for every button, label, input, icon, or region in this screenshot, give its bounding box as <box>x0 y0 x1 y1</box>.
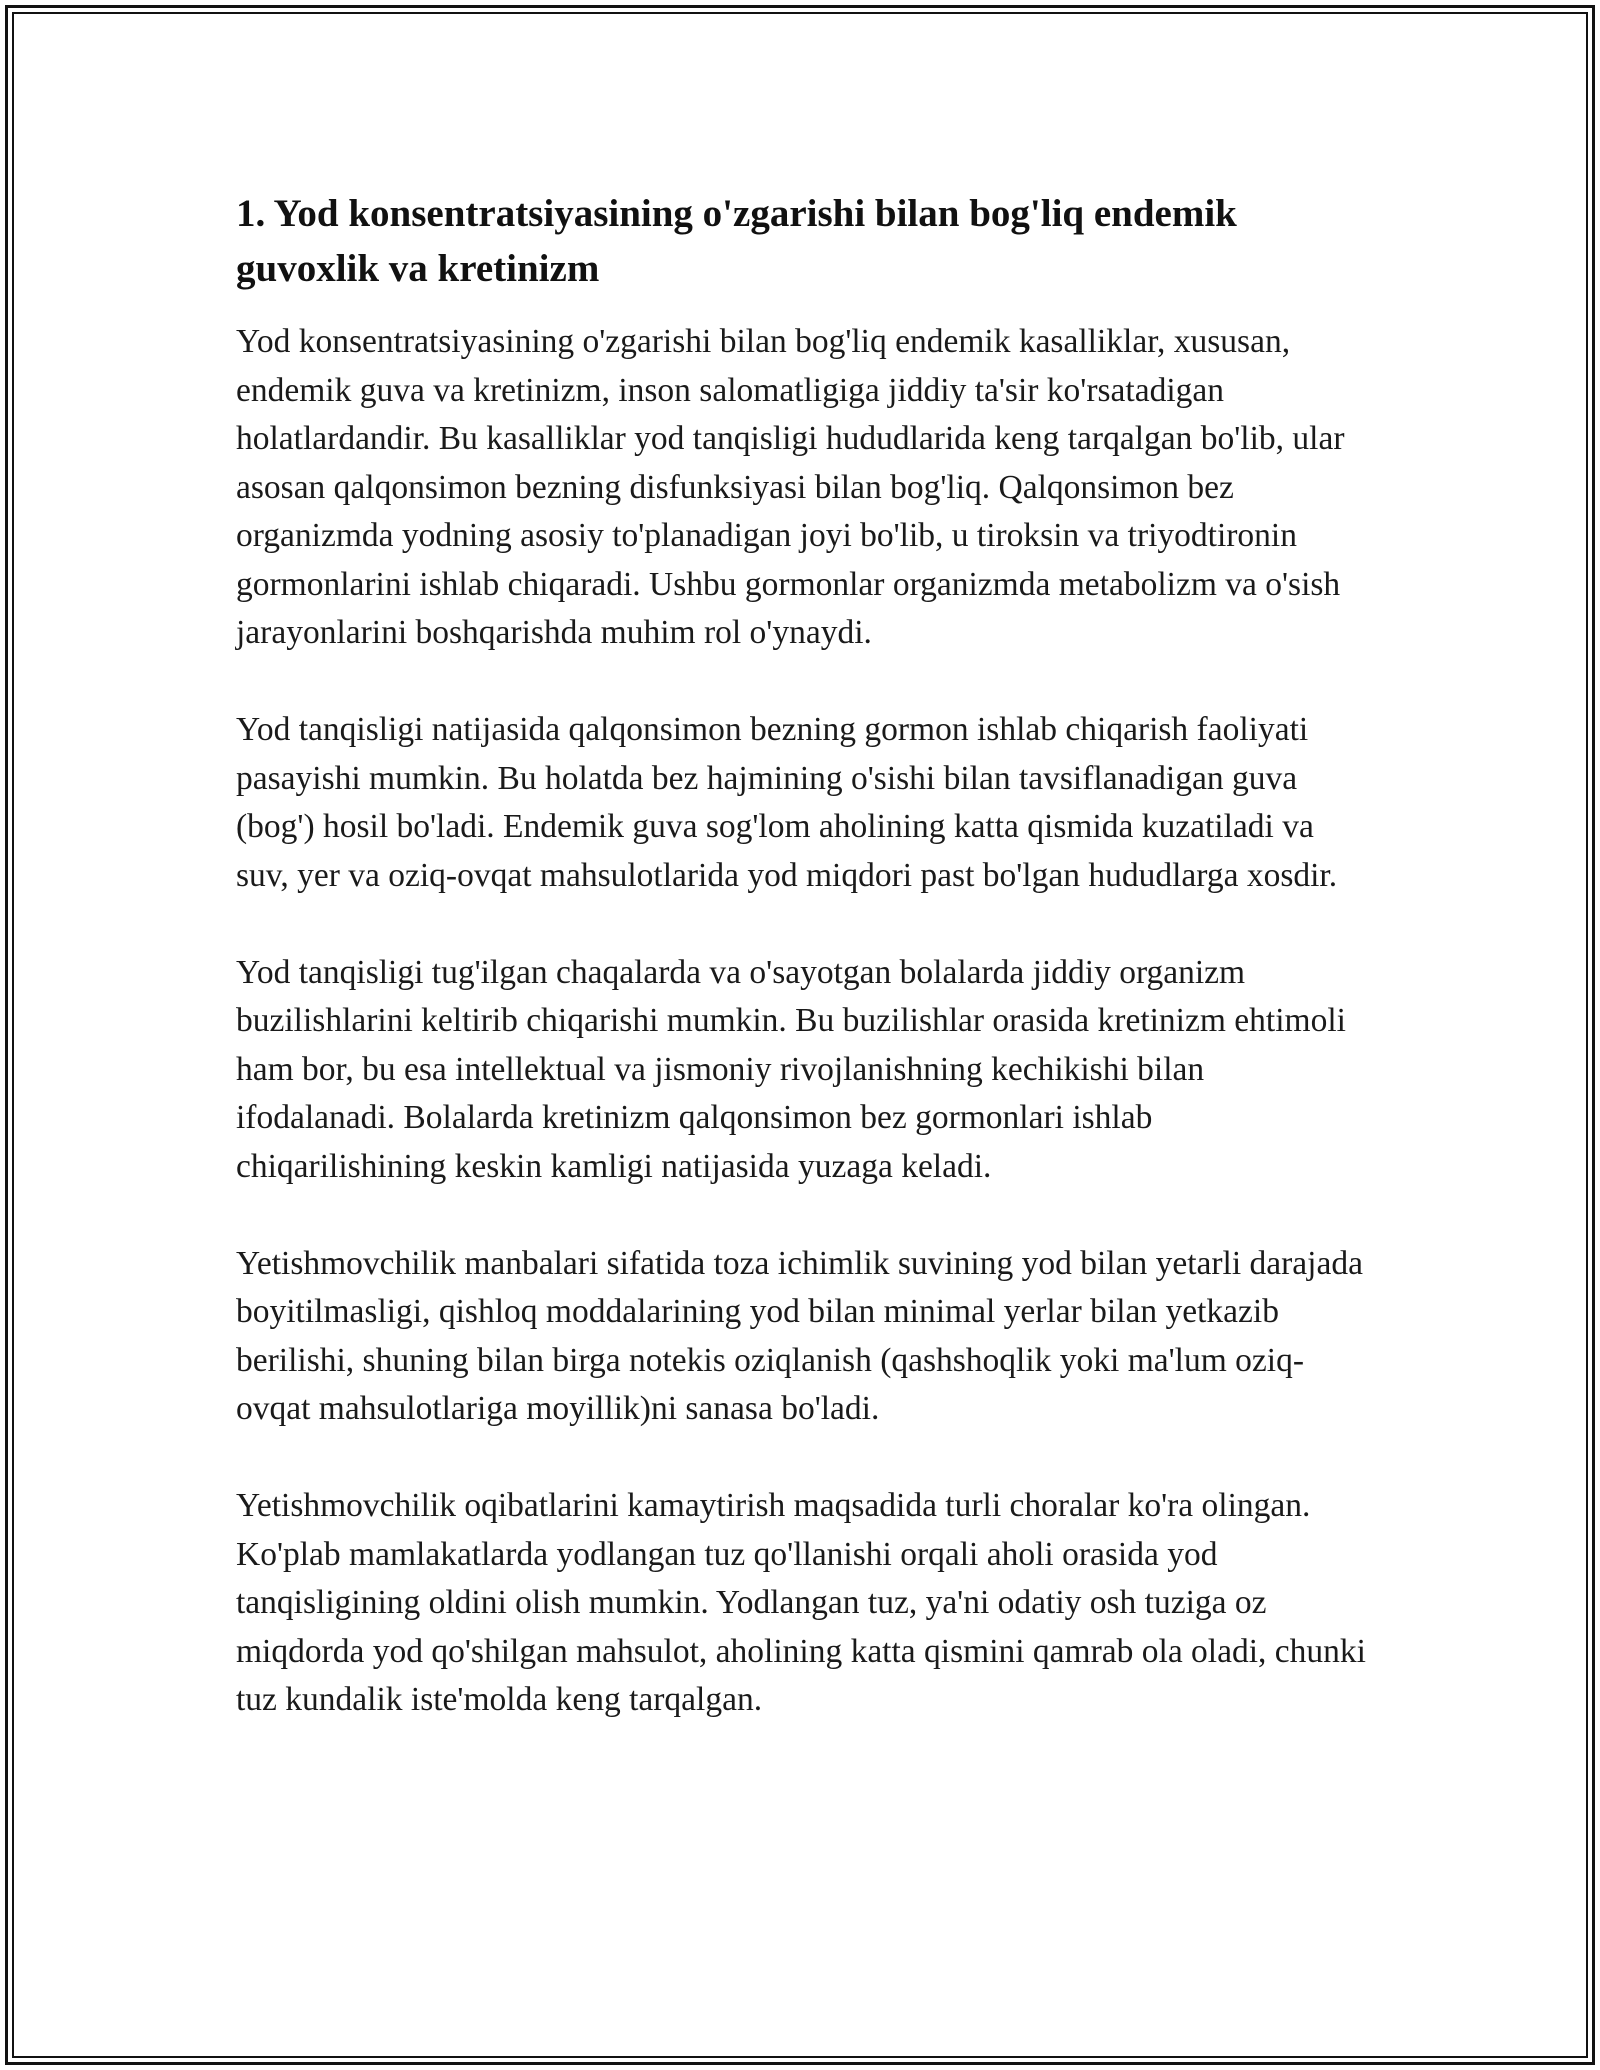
document-body <box>236 186 1366 1725</box>
paragraph-3: Yod tanqisligi tug'ilgan chaqalarda va o'sayotgan bolalarda jiddiy organizm buzilishlarini keltirib chiqarishi mumkin. Bu buzilishlar orasida kretinizm ehtimoli ham bor, bu esa intellektual va jismoniy rivojlanishning kechikishi bilan ifodalanadi. Bolalarda kretinizm qalqonsimon bez gormonlari ishlab chiqarilishining keskin kamligi natijasida yuzaga keladi. <box>236 953 1346 1185</box>
paragraph-1: Yod konsentratsiyasining o'zgarishi bilan bog'liq endemik kasalliklar, xususan, endemik guva va kretinizm, inson salomatligiga jiddiy ta'sir ko'rsatadigan holatlardandir. Bu kasalliklar yod tanqisligi hududlarida keng tarqalgan bo'lib, ular asosan qalqonsimon bezning disfunksiyasi bilan bog'liq. Qalqonsimon bez organizmda yodning asosiy to'planadigan joyi bo'lib, u tiroksin va triyodtironin gormonlarini ishlab chiqaradi. Ushbu gormonlar organizmda metabolizm va o'sish jarayonlarini boshqarishda muhim rol o'ynaydi. <box>236 323 1345 651</box>
section-heading: 1. Yod konsentratsiyasining o'zgarishi bilan bog'liq endemik guvoxlik va kretinizm <box>236 192 1237 290</box>
paragraph-4: Yetishmovchilik manbalari sifatida toza ichimlik suvining yod bilan yetarli darajada boyitilmasligi, qishloq moddalarining yod bilan minimal yerlar bilan yetkazib berilishi, shuning bilan birga notekis oziqlanish (qashshoqlik yoki ma'lum oziq-ovqat mahsulotlariga moyillik)ni sanasa bo'ladi. <box>236 1244 1363 1427</box>
paragraph-5: Yetishmovchilik oqibatlarini kamaytirish maqsadida turli choralar ko'ra olingan. Ko'plab mamlakatlarda yodlangan tuz qo'llanishi orqali aholi orasida yod tanqisligining oldini olish mumkin. Yodlangan tuz, ya'ni odatiy osh tuziga oz miqdorda yod qo'shilgan mahsulot, aholining katta qismini qamrab ola oladi, chunki tuz kundalik iste'molda keng tarqalgan. <box>236 1487 1366 1718</box>
paragraph-2: Yod tanqisligi natijasida qalqonsimon bezning gormon ishlab chiqarish faoliyati pasayishi mumkin. Bu holatda bez hajmining o'sishi bilan tavsiflanadigan guva (bog') hosil bo'ladi. Endemik guva sog'lom aholining katta qismida kuzatiladi va suv, yer va oziq-ovqat mahsulotlarida yod miqdori past bo'lgan hududlarga xosdir. <box>236 711 1338 894</box>
